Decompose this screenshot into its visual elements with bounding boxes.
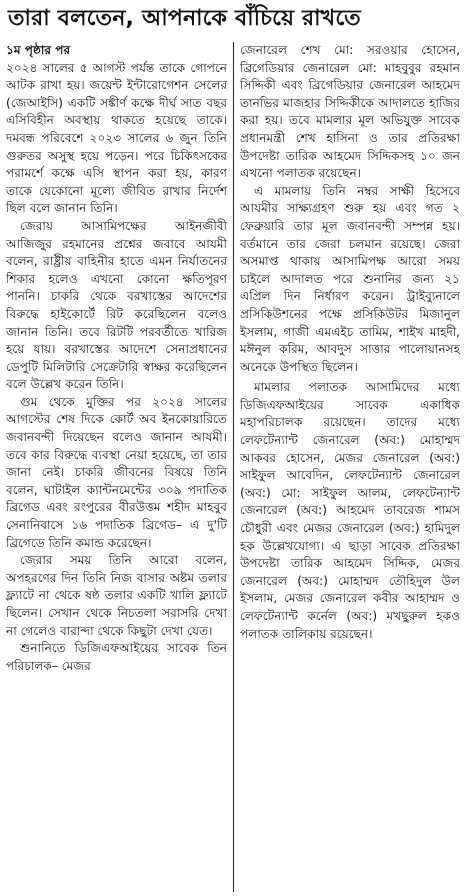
headline: তারা বলতেন, আপনাকে বাঁচিয়ে রাখতে — [8, 6, 361, 31]
continued-from-page-label: ১ম পৃষ্ঠার পর — [6, 43, 71, 57]
article-columns — [6, 42, 461, 892]
paragraph: শুনানিতে ডিজিএফআইয়ের সাবেক তিন পরিচালক– মেজর — [6, 641, 227, 673]
paragraph: জেনারেল শেখ মো: সরওয়ার হোসেন, ব্রিগেডিয়ার জেনারেল মো: মাহবুবুর রহমান সিদ্দিকী এবং ব্রিগেডিয়ার জেনারেল আহমেদ তানভির মাজহার সিদ্দিকীকে আদালতে হাজির করা হয়। তবে মামলার মূল অভিযুক্ত সাবেক প্রধানমন্ত্রী শেখ হাসিনা ও তার প্রতিরক্ষা উপদেষ্টা তারিক আহমেদ সিদ্দিকসহ ১০ জন এখনো পলাতক রয়েছেন। — [240, 43, 460, 181]
continued-label — [6, 42, 227, 60]
paragraph: এ মামলায় তিনি নম্বর সাক্ষী হিসেবে আযমীর সাক্ষ্যগ্রহণ শুরু হয় এবং গত ২ ফেব্রুয়ারি তার মূল জবানবন্দী সম্পন্ন হয়। বর্তমানে তার জেরা চলমান রয়েছে। জেরা অসমাপ্ত থাকায় আসামিপক্ষ আরো সময় চাইলে আদালত পরে শুনানির জন্য ২১ এপ্রিল দিন নির্ধারণ করেন। ট্রাইব্যুনালে প্রসিকিউশনের পক্ষে প্রসিকিউটর মিজানুল ইসলাম, গাজী এমএইচ তামিম, শাইখ মাহদী, মঈনুল করিম, আবদুস সাত্তার পালোয়ানসহ অনেকে উপস্থিত ছিলেন। — [240, 183, 460, 374]
left-column — [6, 42, 233, 892]
right-column — [233, 42, 460, 892]
paragraph: গুম থেকে মুক্তির পর ২০২৪ সালের আগস্টের শেষ দিকে কোর্ট অব ইনকোয়ারিতে জবানবন্দী দিয়েছেন বলেও জানান আযমী। তবে কার বিরুদ্ধে ব্যবস্থা নেয়া হয়েছে, তা তার জানা নেই। চাকরি জীবনের বিষয়ে তিনি বলেন, ঘাটাইল ক্যান্টনমেন্টের ৩০৯ পদাতিক ব্রিগেড এবং রংপুরের বীরউত্তম শহীদ মাহবুব সেনানিবাসে ১৬ পদাতিক ব্রিগেড– এ দু'টি ব্রিগেডে তিনি কমান্ড করেছেন। — [6, 394, 227, 550]
paragraph: মামলার পলাতক আসামিদের মধ্যে ডিজিএফআইয়ের সাবেক একাধিক মহাপরিচালক রয়েছেন। তাদের মধ্যে লেফটেন্যান্ট জেনারেল (অব:) মোহাম্মদ আকবর হোসেন, মেজর জেনারেল (অব:) সাইফুল আবেদিন, লেফটেন্যান্ট জেনারেল (অব:) মো: সাইফুল আলম, লেফটেন্যান্ট জেনারেল (অব:) আহমেদ তাবরেজ শামস চৌধুরী এবং মেজর জেনারেল (অব:) হামিদুল হক উল্লেখযোগ্য। এ ছাড়া সাবেক প্রতিরক্ষা উপদেষ্টা তারিক আহমেদ সিদ্দিক, মেজর জেনারেল (অব:) মোহাম্মদ তৌহিদুল উল ইসলাম, মেজর জেনারেল কবীর আহাম্মদ ও লেফটেন্যান্ট কর্নেল (অব:) মখছুরুল হকও পলাতক তালিকায় রয়েছেন। — [240, 380, 460, 641]
paragraph: ২০২৪ সালের ৫ আগস্ট পর্যন্ত তাকে গোপনে আটক রাখা হয়। জয়েন্ট ইন্টারোগেশন সেলের (জেআইসি) একটি সঙ্কীর্ণ কক্ষে দীর্ঘ সাত বছর এসিবিহীন অবস্থায় থাকতে হয়েছে তাকে। দমবন্ধ পরিবেশে ২০২৩ সালের ৬ জুন তিনি গুরুতর অসুস্থ হয়ে পড়েন। পরে চিকিৎসকের পরামর্শে কক্ষে এসি স্থাপন করা হয়, কারণ তাকে যেকোনো মূল্যে জীবিত রাখার নির্দেশ ছিল বলে জানান তিনি। — [6, 60, 227, 216]
paragraph: জেরায় আসামিপক্ষের আইনজীবী আজিজুর রহমানের প্রশ্নের জবাবে আযমী বলেন, রাষ্ট্রীয় বাহিনীর হাতে এমন নির্যাতনের শিকার হলেও এখনো কোনো ক্ষতিপূরণ পাননি। চাকরি থেকে বরখাস্তের আদেশের বিরুদ্ধে হাইকোর্টে রিট করেছিলেন বলেও জানান তিনি। তবে রিটটি পরবর্তীতে খারিজ হয়ে যায়। বরখাস্তের আদেশে সেনাপ্রধানের ডেপুটি মিলিটারি সেক্রেটারি স্বাক্ষর করেছিলেন বলে উল্লেখ করেন তিনি। — [6, 218, 227, 392]
paragraph: জেরার সময় তিনি আরো বলেন, অপহরণের দিন তিনি নিজ বাসার অষ্টম তলার ফ্ল্যাটে না থেকে ষষ্ঠ তলার একটি খালি ফ্ল্যাটে ছিলেন। সেখান থেকে নিচতলা সরাসরি দেখা না গেলেও বারান্দা থেকে কিছুটা দেখা যেত। — [6, 553, 227, 638]
